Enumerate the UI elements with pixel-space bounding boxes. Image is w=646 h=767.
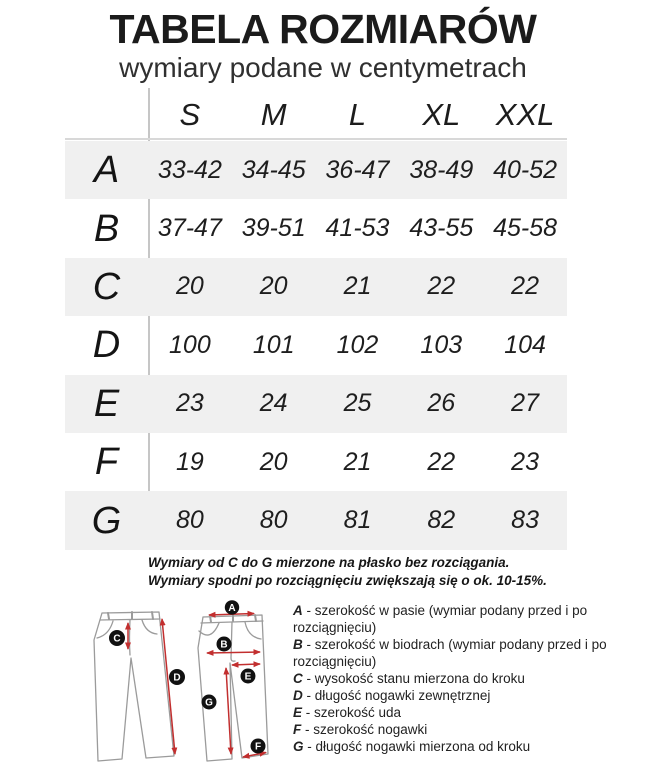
measurement-notes bbox=[148, 554, 588, 590]
table-row-g bbox=[65, 491, 567, 549]
table-cell: 21 bbox=[343, 447, 372, 476]
table-cell: 20 bbox=[175, 272, 204, 301]
legend-text: szerokość uda bbox=[314, 705, 402, 720]
page-subtitle: wymiary podane w centymetrach bbox=[119, 52, 527, 83]
table-row-b bbox=[65, 199, 567, 257]
legend-text: długość nogawki mierzona od kroku bbox=[315, 739, 531, 754]
table-cell: 22 bbox=[511, 272, 539, 301]
badge-c-letter: C bbox=[113, 633, 121, 645]
table-cell: 23 bbox=[175, 389, 204, 418]
table-cell: 81 bbox=[343, 506, 372, 535]
pants-measurement-diagram bbox=[75, 600, 290, 767]
table-cell: 33-42 bbox=[157, 155, 222, 184]
column-header-xl: XL bbox=[422, 97, 461, 132]
arrow-e bbox=[232, 664, 260, 665]
table-cell: 20 bbox=[259, 272, 288, 301]
table-cell: 26 bbox=[427, 389, 456, 418]
table-cell: 100 bbox=[169, 330, 211, 359]
legend-separator: - bbox=[302, 688, 315, 703]
badge-e-letter: E bbox=[244, 671, 252, 683]
table-row-c bbox=[65, 258, 567, 316]
legend-item-e bbox=[293, 704, 641, 721]
legend-text: długość nogawki zewnętrznej bbox=[314, 688, 491, 703]
legend-separator: - bbox=[303, 739, 316, 754]
table-row-a bbox=[65, 141, 567, 199]
row-label: E bbox=[93, 382, 120, 425]
table-cell: 27 bbox=[511, 389, 539, 418]
table-cell: 23 bbox=[511, 447, 539, 476]
arrow-b bbox=[207, 652, 260, 653]
table-cell: 101 bbox=[252, 330, 295, 359]
size-table bbox=[65, 141, 567, 550]
legend-item-c bbox=[293, 670, 641, 687]
pants-front-outline bbox=[94, 612, 174, 761]
legend-item-a bbox=[293, 602, 641, 636]
row-label: G bbox=[91, 499, 122, 542]
table-cell: 80 bbox=[175, 506, 204, 535]
legend-item-g bbox=[293, 738, 641, 755]
table-cell: 38-49 bbox=[409, 155, 474, 184]
measurement-legend bbox=[293, 602, 641, 755]
row-label: F bbox=[94, 441, 119, 484]
table-cell: 104 bbox=[504, 330, 546, 359]
row-label: A bbox=[93, 149, 120, 192]
table-cell: 40-52 bbox=[493, 155, 558, 184]
badge-a-letter: A bbox=[228, 603, 236, 614]
legend-separator: - bbox=[301, 722, 314, 737]
table-row-f bbox=[65, 433, 567, 491]
row-label: D bbox=[92, 324, 121, 367]
table-cell: 102 bbox=[336, 330, 379, 359]
badge-b-letter: B bbox=[220, 639, 228, 651]
note-line-1: Wymiary od C do G mierzone na płasko bez rozciągania. bbox=[148, 555, 510, 570]
badge-g-letter: G bbox=[205, 697, 213, 709]
legend-letter: D bbox=[293, 688, 303, 703]
legend-separator: - bbox=[302, 705, 315, 720]
row-label: C bbox=[92, 265, 121, 308]
table-cell: 24 bbox=[259, 389, 288, 418]
badge-d-letter: D bbox=[173, 672, 181, 684]
table-cell: 45-58 bbox=[493, 214, 558, 243]
table-header-divider bbox=[65, 138, 567, 140]
table-cell: 80 bbox=[259, 506, 288, 535]
table-row-d bbox=[65, 316, 567, 374]
legend-text: szerokość w biodrach (wymiar podany przed i po rozciągnięciu) bbox=[293, 637, 607, 669]
table-cell: 41-53 bbox=[325, 214, 390, 243]
table-cell: 36-47 bbox=[325, 155, 390, 184]
legend-item-b bbox=[293, 636, 641, 670]
legend-text: szerokość w pasie (wymiar podany przed i po rozciągnięciu) bbox=[293, 603, 588, 635]
legend-text: wysokość stanu mierzona do kroku bbox=[314, 671, 525, 686]
table-cell: 37-47 bbox=[157, 214, 222, 243]
legend-letter: A bbox=[293, 603, 303, 618]
table-cell: 34-45 bbox=[241, 155, 306, 184]
page-title: TABELA ROZMIARÓW bbox=[109, 6, 537, 52]
table-cell: 21 bbox=[343, 272, 372, 301]
legend-item-f bbox=[293, 721, 641, 738]
table-cell: 39-51 bbox=[241, 214, 306, 243]
size-column-header-row bbox=[148, 92, 567, 138]
column-header-s: S bbox=[179, 97, 201, 132]
table-cell: 19 bbox=[175, 447, 204, 476]
legend-letter: G bbox=[293, 739, 304, 754]
row-label: B bbox=[93, 207, 120, 250]
table-cell: 43-55 bbox=[409, 214, 474, 243]
legend-separator: - bbox=[302, 671, 315, 686]
table-cell: 25 bbox=[343, 389, 372, 418]
column-header-xxl: XXL bbox=[495, 97, 555, 132]
table-cell: 103 bbox=[420, 330, 463, 359]
column-header-l: L bbox=[348, 97, 367, 132]
table-cell: 22 bbox=[427, 447, 456, 476]
table-cell: 83 bbox=[511, 506, 539, 535]
legend-letter: C bbox=[293, 671, 303, 686]
table-cell: 20 bbox=[259, 447, 288, 476]
legend-item-d bbox=[293, 687, 641, 704]
legend-letter: B bbox=[293, 637, 303, 652]
table-row-e bbox=[65, 375, 567, 433]
legend-separator: - bbox=[302, 637, 315, 652]
table-cell: 82 bbox=[427, 506, 456, 535]
legend-letter: F bbox=[293, 722, 302, 737]
note-line-2: Wymiary spodni po rozciągnięciu zwiększają się o ok. 10-15%. bbox=[148, 573, 547, 588]
column-header-m: M bbox=[260, 97, 287, 132]
badge-f-letter: F bbox=[254, 741, 262, 753]
legend-text: szerokość nogawki bbox=[313, 722, 428, 737]
legend-separator: - bbox=[302, 603, 315, 618]
legend-letter: E bbox=[293, 705, 303, 720]
table-cell: 22 bbox=[427, 272, 456, 301]
